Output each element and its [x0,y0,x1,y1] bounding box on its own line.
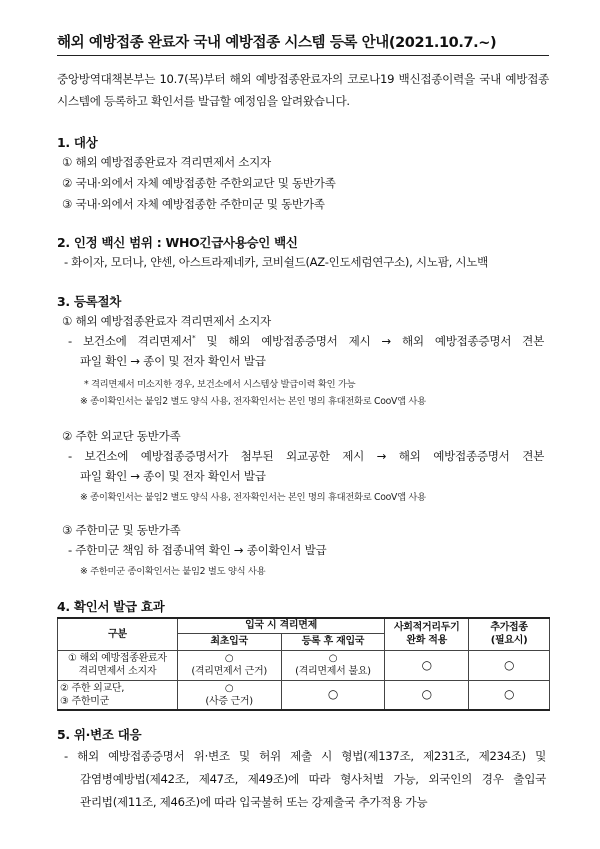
circle-mark: ○ [224,653,234,664]
row-2-first-entry-basis: (사증 근거) [205,695,253,707]
header-gubun: 구분 [58,618,178,650]
row-1-gubun-line-2: 격리면제서 소지자 [78,666,157,677]
header-social-line-2: 완화 적용 [406,635,448,647]
section-3-group-1-note-1: * 격리면제서 미소지한 경우, 보건소에서 시스템상 발급이력 확인 가능 [84,379,356,390]
header-extra-line-2: (필요시) [490,635,528,647]
section-3-group-2-line-2: 파일 확인 → 종이 및 전자 확인서 발급 [80,469,266,483]
section-3-group-2-note-1: ※ 종이확인서는 붙임2 별도 양식 사용, 전자확인서는 본인 명의 휴대전화로 CooV앱 사용 [80,492,426,503]
row-2-gubun-line-1: ② 주한 외교단, [60,682,125,694]
section-3-group-1-line-1 [68,333,544,349]
circle-mark: ○ [328,653,338,664]
row-2-extra: ○ [469,680,550,710]
row-2-first-entry [177,680,281,710]
document-title: 해외 예방접종 완료자 국내 예방접종 시스템 등록 안내(2021.10.7.~) [57,35,497,51]
row-1-extra: ○ [469,650,550,680]
section-3-group-1-line-2: 파일 확인 → 종이 및 전자 확인서 발급 [80,354,266,368]
table-header-row-1 [58,618,550,633]
header-entry-exemption: 입국 시 격리면제 [177,618,385,633]
intro-paragraph: 중앙방역대책본부는 10.7(목)부터 해외 예방접종완료자의 코로나19 백신접종이력을 국내 예방접종시스템에 등록하고 확인서를 발급할 예정임을 알려왔습니다. [57,72,549,108]
section-5-line-1: - 해외 예방접종증명서 위·변조 및 허위 제출 시 형법(제137조, 제231조, 제234조) 및 [64,749,546,763]
section-2-heading: 2. 인정 백신 범위 : WHO긴급사용승인 백신 [57,235,298,250]
row-2-reentry: ○ [281,680,385,710]
section-1-item-1: ① 해외 예방접종완료자 격리면제서 소지자 [62,155,271,169]
row-1-social: ○ [385,650,469,680]
section-4-heading: 4. 확인서 발급 효과 [57,599,165,614]
header-social-line-1: 사회적거리두기 [393,622,460,634]
row-2-social: ○ [385,680,469,710]
row-1-first-entry [177,650,281,680]
section-3-group-2-title: ② 주한 외교단 동반가족 [62,429,181,443]
section-3-group-3-note-1: ※ 주한미군 종이확인서는 붙임2 별도 양식 사용 [80,566,266,577]
section-1-item-2: ② 국내·외에서 자체 예방접종한 주한외교단 및 동반가족 [62,176,336,190]
row-1-reentry [281,650,385,680]
table-row [58,650,550,680]
section-1-heading: 1. 대상 [57,135,98,150]
section-1-item-3: ③ 국내·외에서 자체 예방접종한 주한미군 및 동반가족 [62,197,325,211]
section-2-item: - 화이자, 모더나, 얀센, 아스트라제네카, 코비쉴드(AZ-인도세럼연구소), 시노팜, 시노백 [64,255,489,269]
section-5-line-2: 감염병예방법(제42조, 제47조, 제49조)에 따라 형사처벌 가능, 외국인의 경우 출입국 [80,772,546,786]
row-1-gubun-line-1: ① 해외 예방접종완료자 [68,653,167,664]
effects-table [57,617,550,711]
row-1-reentry-basis: (격리면제서 불요) [295,666,371,677]
title-underline [57,55,549,56]
header-social-distancing [385,618,469,650]
header-reentry: 등록 후 재입국 [281,633,385,650]
table-row [58,680,550,710]
section-3-group-2-line-1: - 보건소에 예방접종증명서가 첨부된 외교공한 제시 → 해외 예방접종증명서 견본 [68,449,544,463]
header-first-entry: 최초입국 [177,633,281,650]
section-5-heading: 5. 위·변조 대응 [57,727,142,742]
footnote-marker: * [192,334,196,343]
row-1-gubun [58,650,178,680]
section-3-group-1-note-2: ※ 종이확인서는 붙임2 별도 양식 사용, 전자확인서는 본인 명의 휴대전화로 CooV앱 사용 [80,396,426,407]
row-1-first-entry-basis: (격리면제서 근거) [191,666,267,677]
section-3-group-1-line-1a: - 보건소에 격리면제서 [68,334,193,348]
row-2-gubun-line-2: ③ 주한미군 [60,695,109,707]
section-3-group-3-title: ③ 주한미군 및 동반가족 [62,523,181,537]
section-3-group-1-line-1b: 및 해외 예방접종증명서 제시 → 해외 예방접종증명서 견본 [195,334,544,348]
section-5-line-3: 관리법(제11조, 제46조)에 따라 입국불허 또는 강제출국 추가적용 가능 [80,795,428,809]
header-additional-dose [469,618,550,650]
section-3-group-1-title: ① 해외 예방접종완료자 격리면제서 소지자 [62,314,271,328]
section-3-heading: 3. 등록절차 [57,294,121,309]
section-3-group-3-line-1: - 주한미군 책임 하 접종내역 확인 → 종이확인서 발급 [68,543,327,557]
row-2-gubun [58,680,178,710]
header-extra-line-1: 추가접종 [490,622,528,634]
circle-mark: ○ [224,682,234,694]
